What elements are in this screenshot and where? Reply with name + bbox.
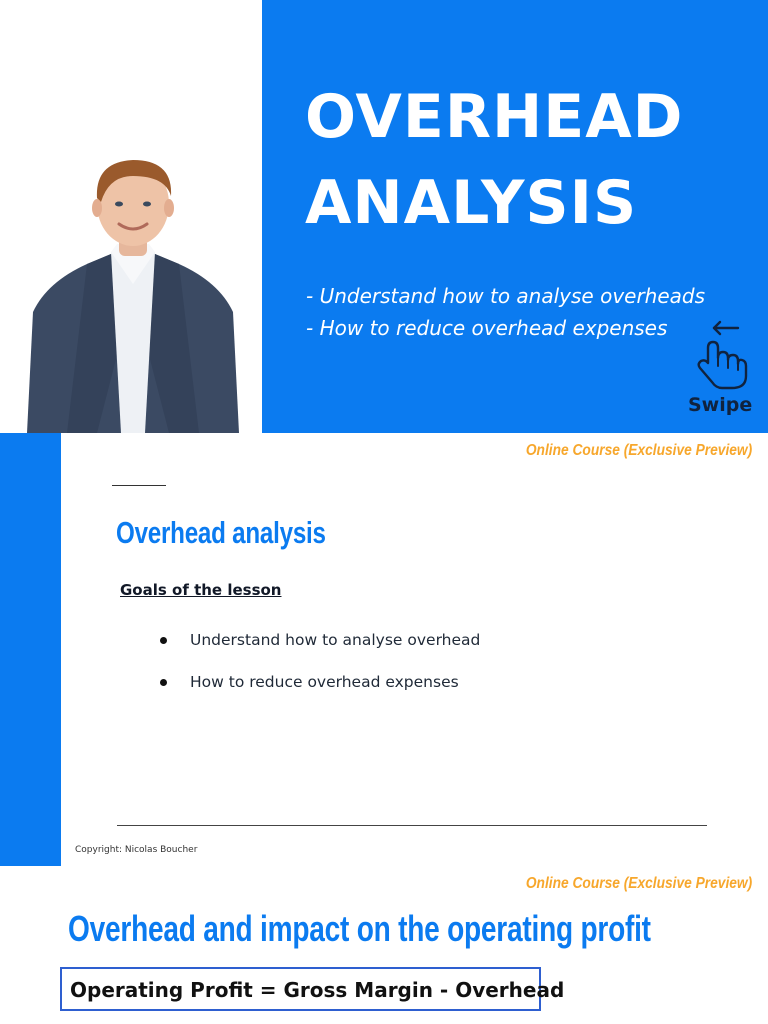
hero-title-line1: OVERHEAD (305, 82, 684, 152)
course-tag: Online Course (Exclusive Preview) (525, 442, 752, 459)
goal-text: How to reduce overhead expenses (190, 673, 459, 691)
hero-bullet: - Understand how to analyse overheads (306, 284, 706, 308)
bullet-dot (160, 637, 167, 644)
course-tag: Online Course (Exclusive Preview) (525, 875, 752, 892)
presenter-portrait (27, 152, 239, 433)
bullet-dot (160, 679, 167, 686)
lesson-slide (0, 433, 768, 866)
hero-title (305, 74, 683, 246)
lesson-title: Overhead analysis (116, 515, 326, 550)
list-item (160, 673, 480, 715)
profit-slide (0, 866, 768, 1024)
hand-swipe-left-icon (690, 318, 748, 390)
hero-bullets (306, 280, 705, 344)
copyright-text: Copyright: Nicolas Boucher (75, 845, 198, 855)
goals-heading: Goals of the lesson (120, 581, 282, 599)
hero-slide (0, 0, 768, 433)
footer-divider (117, 825, 707, 826)
swipe-hint[interactable] (682, 318, 758, 420)
swipe-label: Swipe (688, 394, 753, 416)
slide-title: Overhead and impact on the operating profit (68, 908, 651, 949)
goals-list (160, 631, 480, 715)
goal-text: Understand how to analyse overhead (190, 631, 481, 649)
formula-text: Operating Profit = Gross Margin - Overhead (70, 978, 565, 1002)
formula-box (60, 967, 565, 1011)
list-item (160, 631, 480, 673)
title-divider (112, 485, 166, 486)
hero-bullet: - How to reduce overhead expenses (306, 316, 668, 340)
side-accent-bar (0, 433, 61, 866)
hero-title-line2: ANALYSIS (305, 168, 638, 238)
